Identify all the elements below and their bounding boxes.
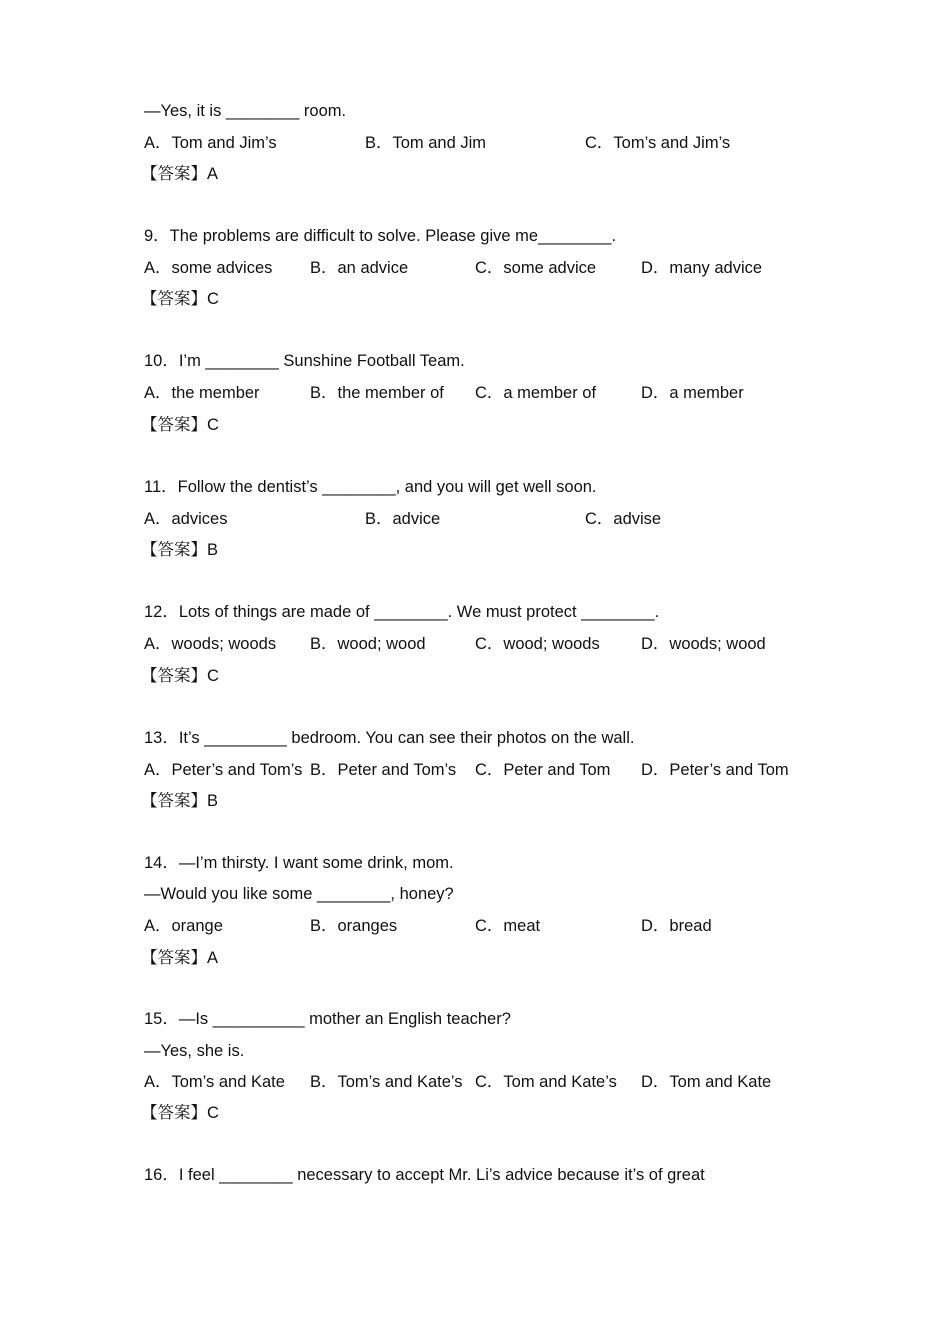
q9-option-b: B．an advice [310,259,409,277]
q10-option-d: D．a member [641,384,744,402]
q15-stem: 15．—Is __________ mother an English teacher? [144,1010,511,1028]
q14-option-a: A．orange [144,917,223,935]
q10-stem: 10．I’m ________ Sunshine Football Team. [144,352,465,370]
q9-stem: 9．The problems are difficult to solve. Please give me________. [144,227,617,245]
q13-option-d: D．Peter’s and Tom [641,761,789,779]
q11-answer: 【答案】B [141,541,219,559]
q14-stem: 14．—I’m thirsty. I want some drink, mom. [144,854,454,872]
q8-answer: 【答案】A [141,165,219,183]
q15-dialog-reply: —Yes, she is. [144,1042,245,1060]
q14-option-b: B．oranges [310,917,398,935]
q10-answer: 【答案】C [141,416,219,434]
q15-option-a: A．Tom’s and Kate [144,1073,285,1091]
q13-answer: 【答案】B [141,792,219,810]
q15-option-c: C．Tom and Kate’s [475,1073,617,1091]
q11-option-a: A．advices [144,510,228,528]
q13-option-a: A．Peter’s and Tom’s [144,761,303,779]
q9-option-d: D．many advice [641,259,763,277]
q11-option-c: C．advise [585,510,662,528]
q14-option-c: C．meat [475,917,541,935]
q14-option-d: D．bread [641,917,712,935]
q8-option-c: C．Tom’s and Jim’s [585,134,731,152]
q10-option-b: B．the member of [310,384,444,402]
q11-stem: 11．Follow the dentist’s ________, and you will get well soon. [144,478,597,496]
q12-option-b: B．wood; wood [310,635,426,653]
q11-option-b: B．advice [365,510,441,528]
q9-option-a: A．some advices [144,259,273,277]
q15-option-d: D．Tom and Kate [641,1073,772,1091]
q16-stem: 16．I feel ________ necessary to accept Mr. Li’s advice because it’s of great [144,1166,705,1184]
q8-option-a: A．Tom and Jim’s [144,134,277,152]
q8-option-b: B．Tom and Jim [365,134,487,152]
q14-dialog-reply: —Would you like some ________, honey? [144,885,454,903]
q15-answer: 【答案】C [141,1104,219,1122]
q12-answer: 【答案】C [141,667,219,685]
q12-option-d: D．woods; wood [641,635,766,653]
q13-stem: 13．It’s _________ bedroom. You can see their photos on the wall. [144,729,635,747]
q12-stem: 12．Lots of things are made of ________. We must protect ________. [144,603,660,621]
q13-option-b: B．Peter and Tom’s [310,761,457,779]
q15-option-b: B．Tom’s and Kate’s [310,1073,463,1091]
q9-option-c: C．some advice [475,259,597,277]
q12-option-a: A．woods; woods [144,635,277,653]
q10-option-a: A．the member [144,384,260,402]
q13-option-c: C．Peter and Tom [475,761,611,779]
q14-answer: 【答案】A [141,949,219,967]
q12-option-c: C．wood; woods [475,635,600,653]
q8-dialog-reply: —Yes, it is ________ room. [144,102,347,120]
q10-option-c: C．a member of [475,384,597,402]
q9-answer: 【答案】C [141,290,219,308]
